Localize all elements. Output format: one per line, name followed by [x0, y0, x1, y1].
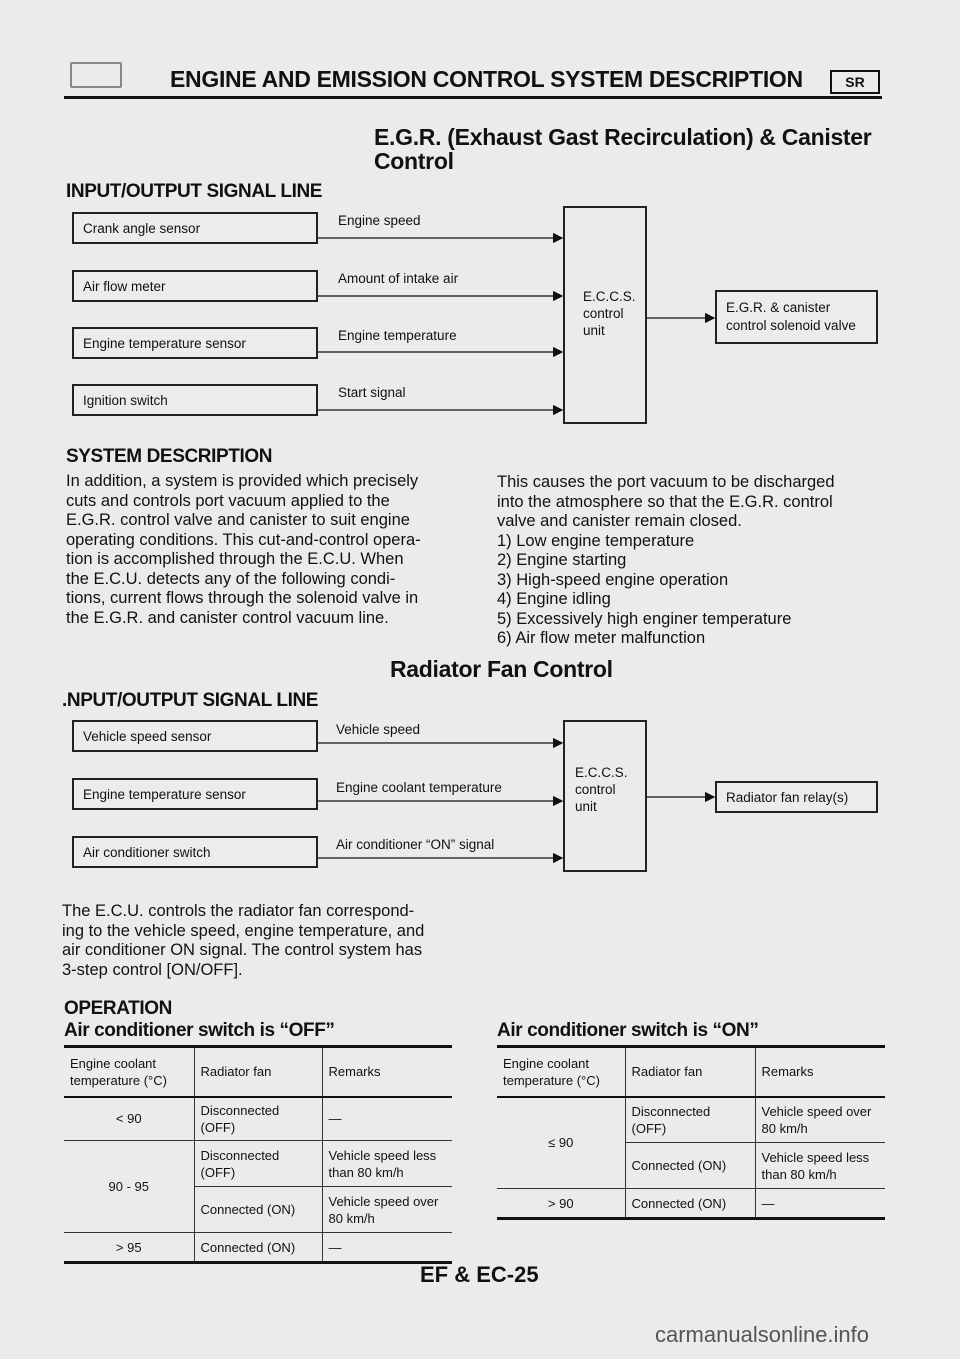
system-description-right: This causes the port vacuum to be discharged into the atmosphere so that the E.G.R. control valve and canister remain closed. 1) Low engine temperature 2) Engine starting 3) High-speed engine operation 4) Engine idling 5) Excessively high enginer temperature 6) Air flow meter malfunction: [497, 473, 897, 649]
table-row: Connected (ON) Vehicle speed less than 80 km/h: [497, 1143, 885, 1189]
egr-input-crank-angle-sensor: Crank angle sensor: [72, 212, 318, 244]
ac-off-table: [64, 1045, 452, 1264]
table-row: > 90 Connected (ON) —: [497, 1189, 885, 1219]
egr-signal-engine-speed: Engine speed: [338, 213, 421, 228]
system-description-heading: SYSTEM DESCRIPTION: [66, 446, 273, 467]
col-header-remarks: Remarks: [322, 1047, 452, 1097]
watermark: carmanualsonline.info: [655, 1322, 870, 1347]
col-header-radiator-fan: Radiator fan: [194, 1047, 322, 1097]
section-badge: SR: [830, 70, 880, 94]
egr-io-heading: INPUT/OUTPUT SIGNAL LINE: [66, 181, 323, 202]
fan-input-engine-temp-sensor: Engine temperature sensor: [72, 778, 318, 810]
table-row: < 90 Disconnected (OFF) —: [64, 1097, 452, 1141]
table-row: > 95 Connected (ON) —: [64, 1233, 452, 1263]
ac-off-caption: Air conditioner switch is “OFF”: [64, 1020, 335, 1041]
fan-input-ac-switch: Air conditioner switch: [72, 836, 318, 868]
col-header-coolant-temp: Engine coolant temperature (°C): [497, 1047, 625, 1097]
page-header-title: ENGINE AND EMISSION CONTROL SYSTEM DESCRIPTION: [170, 66, 803, 92]
fan-output-relay: Radiator fan relay(s): [715, 781, 878, 813]
operation-heading: OPERATION: [64, 998, 172, 1019]
egr-ecu-label: E.C.C.S. control unit: [583, 289, 636, 338]
egr-signal-intake-air: Amount of intake air: [338, 271, 459, 286]
egr-input-ignition-switch: Ignition switch: [72, 384, 318, 416]
radiator-fan-title: Radiator Fan Control: [390, 656, 613, 682]
fan-description: The E.C.U. controls the radiator fan correspond- ing to the vehicle speed, engine temperature, and air conditioner ON signal. The control system has 3-step control [ON/OFF].: [62, 902, 425, 979]
egr-output-solenoid-valve: E.G.R. & canister control solenoid valve: [715, 290, 878, 344]
col-header-coolant-temp: Engine coolant temperature (°C): [64, 1047, 194, 1097]
egr-title-line2: Control: [374, 148, 454, 174]
system-description-left: In addition, a system is provided which precisely cuts and controls port vacuum applied to the E.G.R. control valve and canister to suit engine operating conditions. This cut-and-control opera- tion is accomplished through the E.C.U. When the E.C.U. detects any of the following condi- tions, current flows through the solenoid valve in the E.G.R. and canister control vacuum line.: [66, 472, 421, 627]
fan-signal-ac-on: Air conditioner “ON” signal: [336, 837, 495, 852]
table-row: ≤ 90 Disconnected (OFF) Vehicle speed over 80 km/h: [497, 1097, 885, 1143]
egr-signal-start: Start signal: [338, 385, 406, 400]
fan-io-heading: .NPUT/OUTPUT SIGNAL LINE: [62, 690, 319, 711]
page-number: EF & EC-25: [420, 1262, 539, 1287]
egr-signal-engine-temp: Engine temperature: [338, 328, 457, 343]
ac-on-caption: Air conditioner switch is “ON”: [497, 1020, 759, 1041]
col-header-remarks: Remarks: [755, 1047, 885, 1097]
col-header-radiator-fan: Radiator fan: [625, 1047, 755, 1097]
condition-list: 1) Low engine temperature 2) Engine starting 3) High-speed engine operation 4) Engine idling 5) Excessively high enginer temperature 6) Air flow meter malfunction: [497, 531, 792, 647]
fan-input-vehicle-speed-sensor: Vehicle speed sensor: [72, 720, 318, 752]
egr-title-line1: E.G.R. (Exhaust Gast Recirculation) & Canister: [374, 124, 872, 150]
table-row: 90 - 95 Disconnected (OFF) Vehicle speed less than 80 km/h: [64, 1141, 452, 1187]
fan-signal-coolant-temp: Engine coolant temperature: [336, 780, 502, 795]
table-row: Connected (ON) Vehicle speed over 80 km/h: [64, 1187, 452, 1233]
egr-input-air-flow-meter: Air flow meter: [72, 270, 318, 302]
fan-signal-vehicle-speed: Vehicle speed: [336, 722, 421, 737]
ac-on-table: [497, 1045, 885, 1220]
fan-ecu-label: E.C.C.S. control unit: [575, 765, 628, 814]
egr-input-engine-temp-sensor: Engine temperature sensor: [72, 327, 318, 359]
